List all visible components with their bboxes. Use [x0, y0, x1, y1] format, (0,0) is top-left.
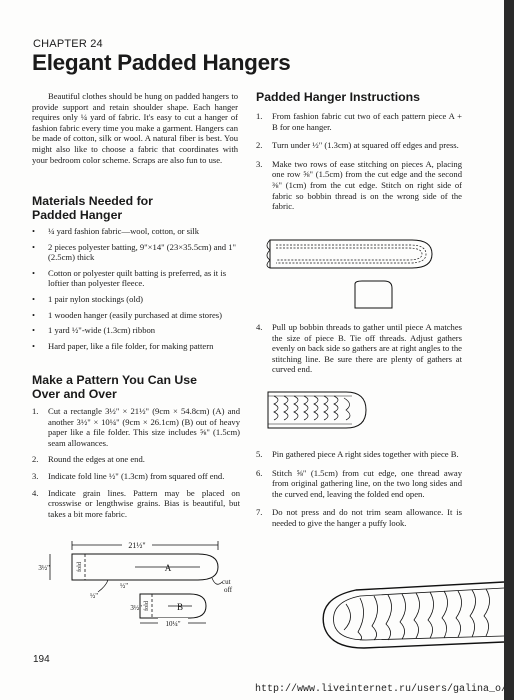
dimension-label: ½": [90, 592, 99, 600]
bullet-icon: •: [32, 309, 36, 320]
instructions-heading-text: Padded Hanger Instructions: [256, 90, 420, 104]
dimension-label: 21½": [128, 541, 146, 550]
list-item: 3. Make two rows of ease stitching on pieces A, placing one row ⅝" (1.5cm) from the cut edge and the second ⅜" (1cm) from the cut edge. Stitch on right side of fabric so bobbin thread is on the wrong side of the fabric.: [256, 158, 462, 212]
list-item: 1. From fashion fabric cut two of each pattern piece A + B for one hanger.: [256, 111, 462, 132]
list-item: • 1 pair nylon stockings (old): [32, 293, 143, 304]
piece-letter: B: [176, 602, 184, 612]
list-item: • 1 yard ½"-wide (1.3cm) ribbon: [32, 325, 156, 336]
list-item: 1. Cut a rectangle 3½" × 21½" (9cm × 54.8cm) (A) and another 3½" × 10¼" (9cm × 26.1cm) (B) out of heavy paper like a file folder. This size includes ⅝" (1.5cm) seam allowances.: [32, 406, 240, 448]
materials-heading: [32, 194, 242, 222]
list-item: 6. Stitch ⅝" (1.5cm) from cut edge, one thread away from original gathering line, on the two long sides and the curved end, leaving the folded end open.: [256, 467, 462, 499]
bullet-icon: •: [32, 226, 36, 236]
instructions-steps-top: [256, 111, 462, 212]
list-item: 2. Turn under ½" (1.3cm) at squared off edges and press.: [256, 140, 459, 151]
list-item: 3. Indicate fold line ½" (1.3cm) from squared off end.: [32, 470, 225, 481]
pattern-steps: [32, 406, 240, 519]
list-item: • Hard paper, like a file folder, for making pattern: [32, 340, 214, 351]
bullet-icon: •: [32, 267, 36, 278]
pattern-diagram: [40, 536, 250, 636]
bullet-icon: •: [32, 293, 36, 304]
dimension-label: 10¼": [165, 620, 181, 628]
list-item: 4. Pull up bobbin threads to gather until piece A matches the size of piece B. Tie off threads. Adjust gathers evenly on back side so gathers are at right angles to the stitching line. Be sure there are plenty of gathers at curved end.: [256, 322, 462, 375]
bullet-icon: •: [32, 340, 36, 351]
instructions-heading: [256, 90, 486, 104]
materials-heading-line2: Padded Hanger: [32, 208, 123, 222]
intro-paragraph: Beautiful clothes should be hung on padded hangers to provide support and retain shoulder shape. Each hanger requires only ¼ yard of fabric. It's easy to cut a hanger of fashion fabric every time you make a garment. Hangers can be made of cotton, silk or wool. A natural fiber is best. You might also like to choose a fabric that coordinates with your bedroom color scheme. Scraps are also fun to use.: [32, 91, 238, 165]
pattern-heading-line2: Over and Over: [32, 387, 117, 401]
off-label: off: [224, 586, 233, 594]
list-item: • 2 pieces polyester batting, 9"×14" (23×35.5cm) and 1" (2.5cm) thick: [32, 241, 236, 263]
chapter-label: CHAPTER 24: [33, 38, 103, 50]
instructions-step-4: [256, 322, 462, 375]
fold-label: fold: [144, 601, 150, 611]
list-item: • ¼ yard fashion fabric—wool, cotton, or silk: [32, 226, 200, 236]
list-item: 2. Round the edges at one end.: [32, 454, 145, 465]
list-item: 5. Pin gathered piece A right sides together with piece B.: [256, 449, 459, 459]
materials-list: [32, 226, 240, 356]
pattern-heading-line1: Make a Pattern You Can Use: [32, 373, 197, 387]
watermark-url: http://www.liveinternet.ru/users/galina_o/: [255, 684, 508, 695]
cut-label: cut: [222, 578, 231, 586]
piece-letter: A: [164, 563, 172, 573]
dimension-label: 3½": [130, 604, 142, 612]
bullet-icon: •: [32, 325, 36, 336]
dimension-label: 3½": [38, 564, 50, 572]
page-title: Elegant Padded Hangers: [32, 50, 291, 75]
page-number: 194: [33, 654, 50, 665]
list-item: 4. Indicate grain lines. Pattern may be placed on crosswise or lengthwise grains. Bias is beautiful, but takes a bit more fabric.: [32, 487, 240, 519]
dimension-label: ½": [120, 582, 129, 590]
pattern-heading: [32, 373, 242, 401]
fold-label: fold: [77, 562, 83, 572]
list-item: • Cotton or polyester quilt batting is preferred, as it is loftier than polyester fleece.: [32, 267, 227, 289]
stitching-illustration: [262, 236, 442, 316]
list-item: 7. Do not press and do not trim seam allowance. It is needed to give the hanger a puffy look.: [256, 507, 462, 528]
materials-heading-line1: Materials Needed for: [32, 194, 153, 208]
instructions-steps-bottom: [256, 449, 462, 529]
list-item: • 1 wooden hanger (easily purchased at dime stores): [32, 309, 222, 320]
finished-hanger-illustration: [316, 568, 504, 668]
page-edge: [504, 0, 514, 700]
bullet-icon: •: [32, 241, 36, 252]
gathered-piece-illustration: [262, 386, 462, 436]
